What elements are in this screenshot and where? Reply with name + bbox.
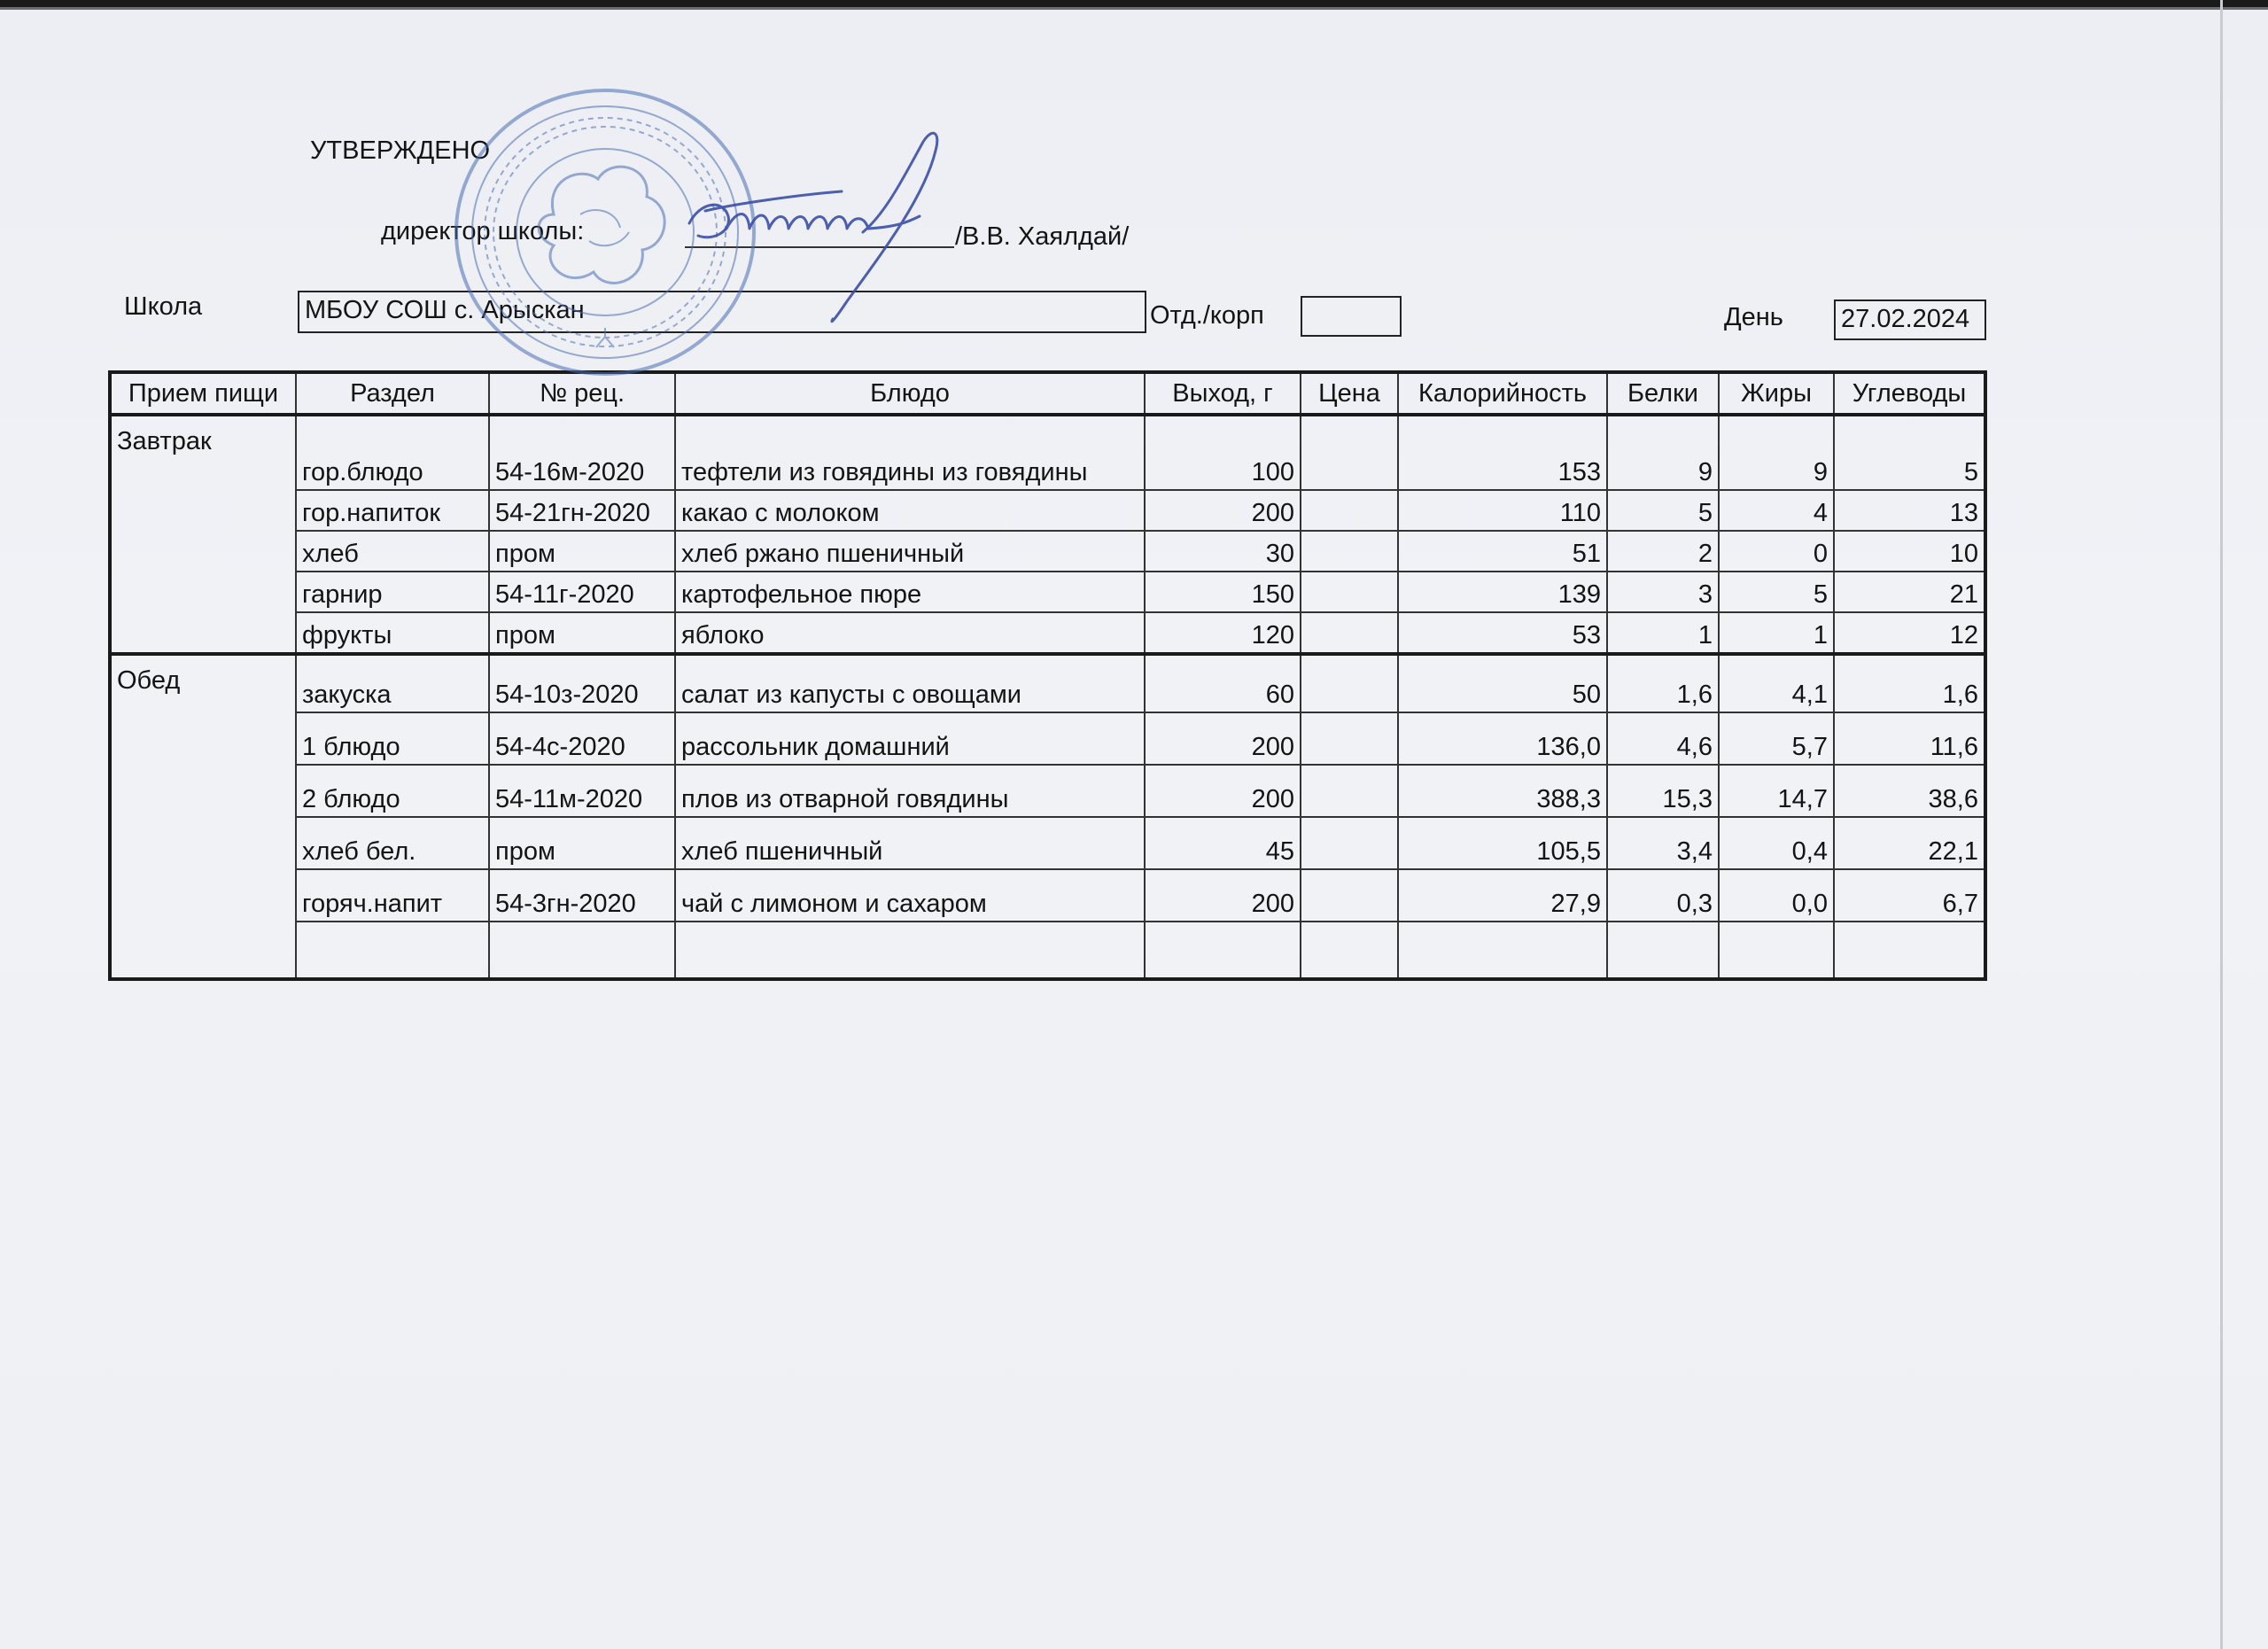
cell-fat bbox=[1719, 922, 1834, 979]
cell-section: 2 блюдо bbox=[296, 765, 489, 817]
cell-price bbox=[1301, 922, 1398, 979]
cell-fat: 1 bbox=[1719, 612, 1834, 654]
scan-top-edge bbox=[0, 0, 2268, 7]
cell-carbs: 12 bbox=[1834, 612, 1985, 654]
cell-protein: 0,3 bbox=[1607, 869, 1719, 922]
cell-section: закуска bbox=[296, 654, 489, 712]
table-row-empty bbox=[110, 922, 1985, 979]
cell-dish: плов из отварной говядины bbox=[675, 765, 1145, 817]
scan-top-edge-shadow bbox=[0, 7, 2268, 10]
table-row bbox=[110, 490, 1985, 531]
cell-section: горяч.напит bbox=[296, 869, 489, 922]
cell-protein bbox=[1607, 922, 1719, 979]
col-header-protein: Белки bbox=[1607, 372, 1719, 415]
cell-recipe: 54-21гн-2020 bbox=[489, 490, 675, 531]
cell-calories: 153 bbox=[1398, 415, 1607, 490]
table-row bbox=[110, 765, 1985, 817]
table-row bbox=[110, 531, 1985, 572]
table-row bbox=[110, 654, 1985, 712]
cell-recipe: 54-11м-2020 bbox=[489, 765, 675, 817]
cell-dish: рассольник домашний bbox=[675, 712, 1145, 765]
cell-section: хлеб бел. bbox=[296, 817, 489, 869]
cell-price bbox=[1301, 531, 1398, 572]
cell-recipe: пром bbox=[489, 612, 675, 654]
day-label: День bbox=[1724, 303, 1783, 331]
meal-lunch: Обед bbox=[110, 654, 296, 979]
col-header-section: Раздел bbox=[296, 372, 489, 415]
cell-output bbox=[1145, 922, 1301, 979]
cell-output: 60 bbox=[1145, 654, 1301, 712]
cell-calories: 388,3 bbox=[1398, 765, 1607, 817]
cell-recipe: 54-3гн-2020 bbox=[489, 869, 675, 922]
cell-fat: 5,7 bbox=[1719, 712, 1834, 765]
cell-section: гарнир bbox=[296, 572, 489, 612]
cell-output: 200 bbox=[1145, 712, 1301, 765]
director-name: /В.В. Хаялдай/ bbox=[955, 222, 1130, 251]
cell-output: 45 bbox=[1145, 817, 1301, 869]
cell-section: гор.блюдо bbox=[296, 415, 489, 490]
col-header-price: Цена bbox=[1301, 372, 1398, 415]
cell-recipe: пром bbox=[489, 531, 675, 572]
cell-dish: хлеб пшеничный bbox=[675, 817, 1145, 869]
cell-output: 120 bbox=[1145, 612, 1301, 654]
school-label: Школа bbox=[124, 292, 203, 321]
cell-recipe: пром bbox=[489, 817, 675, 869]
cell-carbs bbox=[1834, 922, 1985, 979]
col-header-calories: Калорийность bbox=[1398, 372, 1607, 415]
cell-carbs: 22,1 bbox=[1834, 817, 1985, 869]
approved-label: УТВЕРЖДЕНО bbox=[310, 136, 491, 165]
handwritten-signature-icon bbox=[673, 124, 1010, 354]
cell-carbs: 6,7 bbox=[1834, 869, 1985, 922]
cell-dish: хлеб ржано пшеничный bbox=[675, 531, 1145, 572]
cell-price bbox=[1301, 712, 1398, 765]
cell-protein: 4,6 bbox=[1607, 712, 1719, 765]
cell-calories: 50 bbox=[1398, 654, 1607, 712]
cell-protein: 3 bbox=[1607, 572, 1719, 612]
cell-carbs: 1,6 bbox=[1834, 654, 1985, 712]
cell-price bbox=[1301, 490, 1398, 531]
dept-label: Отд./корп bbox=[1150, 301, 1264, 330]
cell-price bbox=[1301, 415, 1398, 490]
col-header-carbs: Углеводы bbox=[1834, 372, 1985, 415]
cell-output: 200 bbox=[1145, 490, 1301, 531]
cell-recipe: 54-10з-2020 bbox=[489, 654, 675, 712]
cell-calories: 27,9 bbox=[1398, 869, 1607, 922]
day-field bbox=[1834, 299, 1986, 340]
cell-protein: 3,4 bbox=[1607, 817, 1719, 869]
cell-price bbox=[1301, 612, 1398, 654]
cell-carbs: 11,6 bbox=[1834, 712, 1985, 765]
cell-section: гор.напиток bbox=[296, 490, 489, 531]
cell-fat: 4,1 bbox=[1719, 654, 1834, 712]
cell-protein: 15,3 bbox=[1607, 765, 1719, 817]
cell-carbs: 13 bbox=[1834, 490, 1985, 531]
cell-carbs: 38,6 bbox=[1834, 765, 1985, 817]
cell-output: 30 bbox=[1145, 531, 1301, 572]
cell-fat: 0 bbox=[1719, 531, 1834, 572]
cell-section: хлеб bbox=[296, 531, 489, 572]
menu-table bbox=[108, 370, 1987, 981]
scan-right-edge bbox=[2220, 0, 2223, 1649]
cell-price bbox=[1301, 817, 1398, 869]
cell-dish: яблоко bbox=[675, 612, 1145, 654]
cell-recipe: 54-16м-2020 bbox=[489, 415, 675, 490]
day-value: 27.02.2024 bbox=[1841, 305, 1970, 333]
cell-dish: тефтели из говядины из говядины bbox=[675, 415, 1145, 490]
table-row bbox=[110, 415, 1985, 490]
cell-dish: какао с молоком bbox=[675, 490, 1145, 531]
cell-calories: 139 bbox=[1398, 572, 1607, 612]
dept-field bbox=[1301, 296, 1402, 337]
cell-fat: 14,7 bbox=[1719, 765, 1834, 817]
cell-calories: 53 bbox=[1398, 612, 1607, 654]
cell-section: 1 блюдо bbox=[296, 712, 489, 765]
col-header-fat: Жиры bbox=[1719, 372, 1834, 415]
cell-calories: 136,0 bbox=[1398, 712, 1607, 765]
cell-recipe bbox=[489, 922, 675, 979]
cell-section: фрукты bbox=[296, 612, 489, 654]
cell-recipe: 54-4с-2020 bbox=[489, 712, 675, 765]
cell-calories: 105,5 bbox=[1398, 817, 1607, 869]
cell-fat: 0,0 bbox=[1719, 869, 1834, 922]
cell-output: 150 bbox=[1145, 572, 1301, 612]
cell-carbs: 10 bbox=[1834, 531, 1985, 572]
cell-dish: чай с лимоном и сахаром bbox=[675, 869, 1145, 922]
table-header-row bbox=[110, 372, 1985, 415]
cell-fat: 9 bbox=[1719, 415, 1834, 490]
cell-dish: салат из капусты с овощами bbox=[675, 654, 1145, 712]
cell-price bbox=[1301, 572, 1398, 612]
cell-dish: картофельное пюре bbox=[675, 572, 1145, 612]
col-header-meal: Прием пищи bbox=[110, 372, 296, 415]
cell-price bbox=[1301, 654, 1398, 712]
cell-price bbox=[1301, 765, 1398, 817]
cell-carbs: 21 bbox=[1834, 572, 1985, 612]
cell-calories: 110 bbox=[1398, 490, 1607, 531]
cell-price bbox=[1301, 869, 1398, 922]
col-header-recipe: № рец. bbox=[489, 372, 675, 415]
meal-breakfast: Завтрак bbox=[110, 415, 296, 654]
cell-fat: 4 bbox=[1719, 490, 1834, 531]
school-value: МБОУ СОШ с. Арыскан bbox=[305, 296, 585, 324]
cell-recipe: 54-11г-2020 bbox=[489, 572, 675, 612]
cell-calories: 51 bbox=[1398, 531, 1607, 572]
director-label: директор школы: bbox=[381, 217, 585, 245]
cell-protein: 5 bbox=[1607, 490, 1719, 531]
cell-fat: 5 bbox=[1719, 572, 1834, 612]
cell-output: 100 bbox=[1145, 415, 1301, 490]
col-header-dish: Блюдо bbox=[675, 372, 1145, 415]
table-row bbox=[110, 712, 1985, 765]
col-header-output: Выход, г bbox=[1145, 372, 1301, 415]
table-row bbox=[110, 817, 1985, 869]
cell-protein: 1 bbox=[1607, 612, 1719, 654]
cell-calories bbox=[1398, 922, 1607, 979]
cell-protein: 1,6 bbox=[1607, 654, 1719, 712]
cell-output: 200 bbox=[1145, 765, 1301, 817]
table-row bbox=[110, 612, 1985, 654]
cell-carbs: 5 bbox=[1834, 415, 1985, 490]
cell-fat: 0,4 bbox=[1719, 817, 1834, 869]
cell-section bbox=[296, 922, 489, 979]
cell-protein: 2 bbox=[1607, 531, 1719, 572]
table-row bbox=[110, 869, 1985, 922]
cell-dish bbox=[675, 922, 1145, 979]
cell-output: 200 bbox=[1145, 869, 1301, 922]
cell-protein: 9 bbox=[1607, 415, 1719, 490]
table-row bbox=[110, 572, 1985, 612]
